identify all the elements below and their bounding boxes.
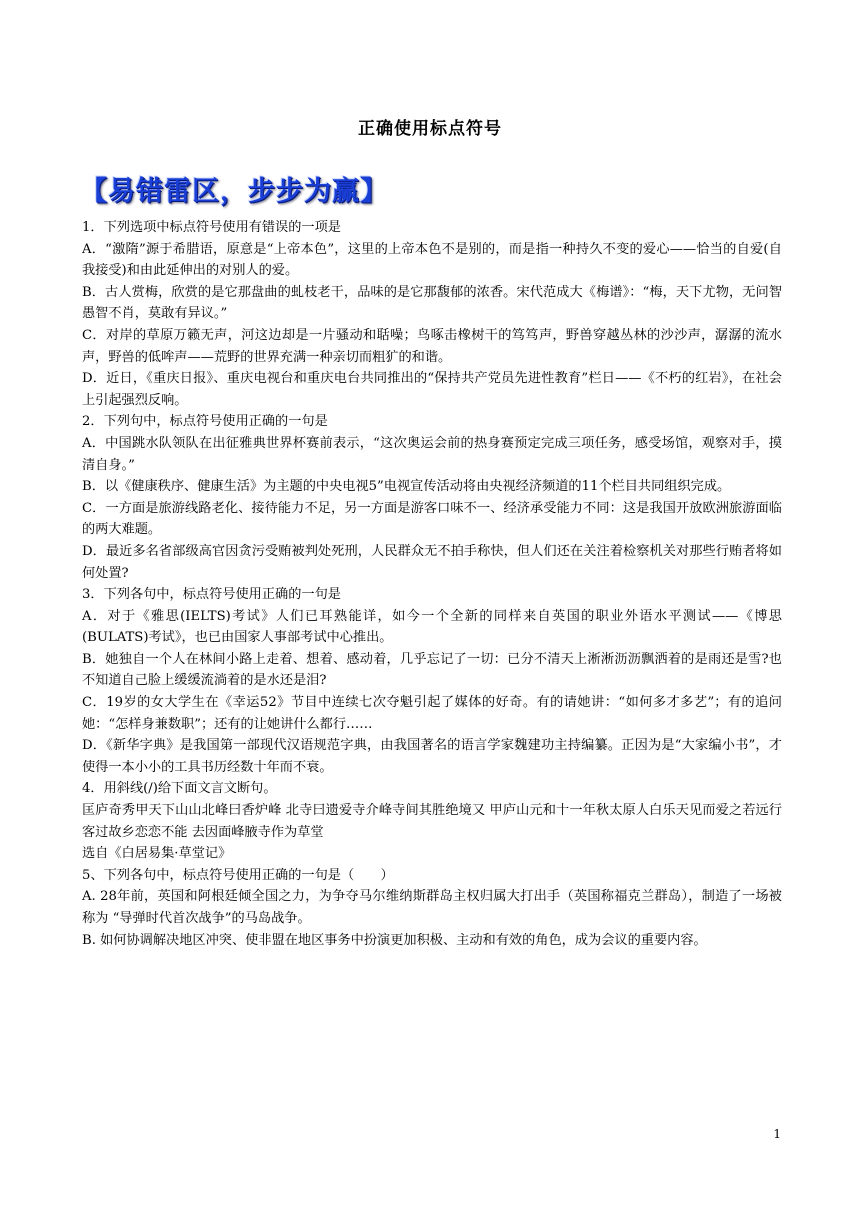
section-banner: 【易错雷区，步步为赢】 — [80, 176, 388, 207]
document-body — [82, 217, 782, 951]
question-1-option-a: A．“激隋”源于希腊语，原意是“上帝本色”，这里的上帝本色不是别的，而是指一种持久不变的爱心——恰当的自爱(自我接受)和由此延伸出的对别人的爱。 — [82, 241, 782, 279]
question-1-option-c: C．对岸的草原万籁无声，河这边却是一片骚动和聒噪；鸟啄击橡树干的笃笃声，野兽穿越丛林的沙沙声，潺潺的流水声，野兽的低哞声——荒野的世界充满一种亲切而粗犷的和谐。 — [82, 327, 782, 365]
question-3-option-a: A．对于《雅思(IELTS)考试》人们已耳熟能详，如今一个全新的同样来自英国的职业外语水平测试——《博思(BULATS)考试》，也已由国家人事部考试中心推出。 — [82, 608, 782, 646]
page-title: 正确使用标点符号 — [358, 119, 502, 139]
question-2-option-b: B．以《健康秩序、健康生活》为主题的中央电视5”电视宣传活动将由央视经济频道的11个栏目共同组织完成。 — [82, 479, 731, 495]
question-3-option-d: D．《新华字典》是我国第一部现代汉语规范字典，由我国著名的语言学家魏建功主持编纂。正因为是“大家编小书”，才使得一本小小的工具书历经数十年而不衰。 — [82, 738, 782, 775]
question-2-option-c: C．一方面是旅游线路老化、接待能力不足，另一方面是游客口味不一、经济承受能力不同：这是我国开放欧洲旅游面临的两大难题。 — [82, 500, 782, 538]
question-4-stem: 4．用斜线(/)给下面文言文断句。 — [82, 781, 277, 797]
question-2-option-d: D．最近多名省部级高官因贪污受贿被判处死刑，人民群众无不拍手称快，但人们还在关注着检察机关对那些行贿者将如何处置? — [82, 543, 782, 581]
question-2-option-a: A．中国跳水队领队在出征雅典世界杯赛前表示，“这次奥运会前的热身赛预定完成三项任务，感受场馆，观察对手，摸清自身。” — [82, 435, 782, 473]
question-4-source: 选自《白居易集·草堂记》 — [82, 846, 232, 862]
question-1-option-b: B．古人赏梅，欣赏的是它那盘曲的虬枝老干，品味的是它那馥郁的浓香。宋代范成大《梅谱》：“梅，天下尤物，无问智愚智不肖，莫敢有异议。” — [82, 284, 782, 322]
question-3-stem: 3．下列各句中，标点符号使用正确的一句是 — [82, 587, 341, 603]
page-number: 1 — [773, 1127, 781, 1141]
question-5-option-a: A. 28年前，英国和阿根廷倾全国之力，为争夺马尔维纳斯群岛主权归属大打出手（英国称福克兰群岛），制造了一场被称为 “导弹时代首次战争”的马岛战争。 — [82, 889, 782, 926]
question-4-passage: 匡庐奇秀甲天下山山北峰曰香炉峰 北寺曰遗爱寺介峰寺间其胜绝境又 甲庐山元和十一年秋太原人白乐天见而爱之若远行客过故乡恋恋不能 去因面峰腋寺作为草堂 — [82, 803, 782, 840]
question-3-option-b: B．她独自一个人在林间小路上走着、想着、感动着，几乎忘记了一切：已分不清天上淅淅沥沥飘洒着的是雨还是雪?也不知道自己脸上缓缓流淌着的是水还是泪? — [82, 651, 782, 689]
question-5-stem: 5、下列各句中，标点符号使用正确的一句是（ ） — [82, 867, 394, 883]
question-3-option-c: C．19岁的女大学生在《幸运52》节目中连续七次夺魁引起了媒体的好奇。有的请她讲：“如何多才多艺”；有的追问她：“怎样身兼数职”；还有的让她讲什么都行…… — [82, 695, 782, 732]
question-2-stem: 2．下列句中，标点符号使用正确的一句是 — [82, 414, 328, 430]
question-1-option-d: D．近日，《重庆日报》、重庆电视台和重庆电台共同推出的“保持共产党员先进性教育”栏日——《不朽的红岩》，在社会上引起强烈反响。 — [82, 371, 782, 408]
question-5-option-b: B. 如何协调解决地区冲突、使非盟在地区事务中扮演更加积极、主动和有效的角色，成为会议的重要内容。 — [82, 932, 707, 948]
question-1-stem: 1．下列选项中标点符号使用有错误的一项是 — [82, 220, 341, 235]
